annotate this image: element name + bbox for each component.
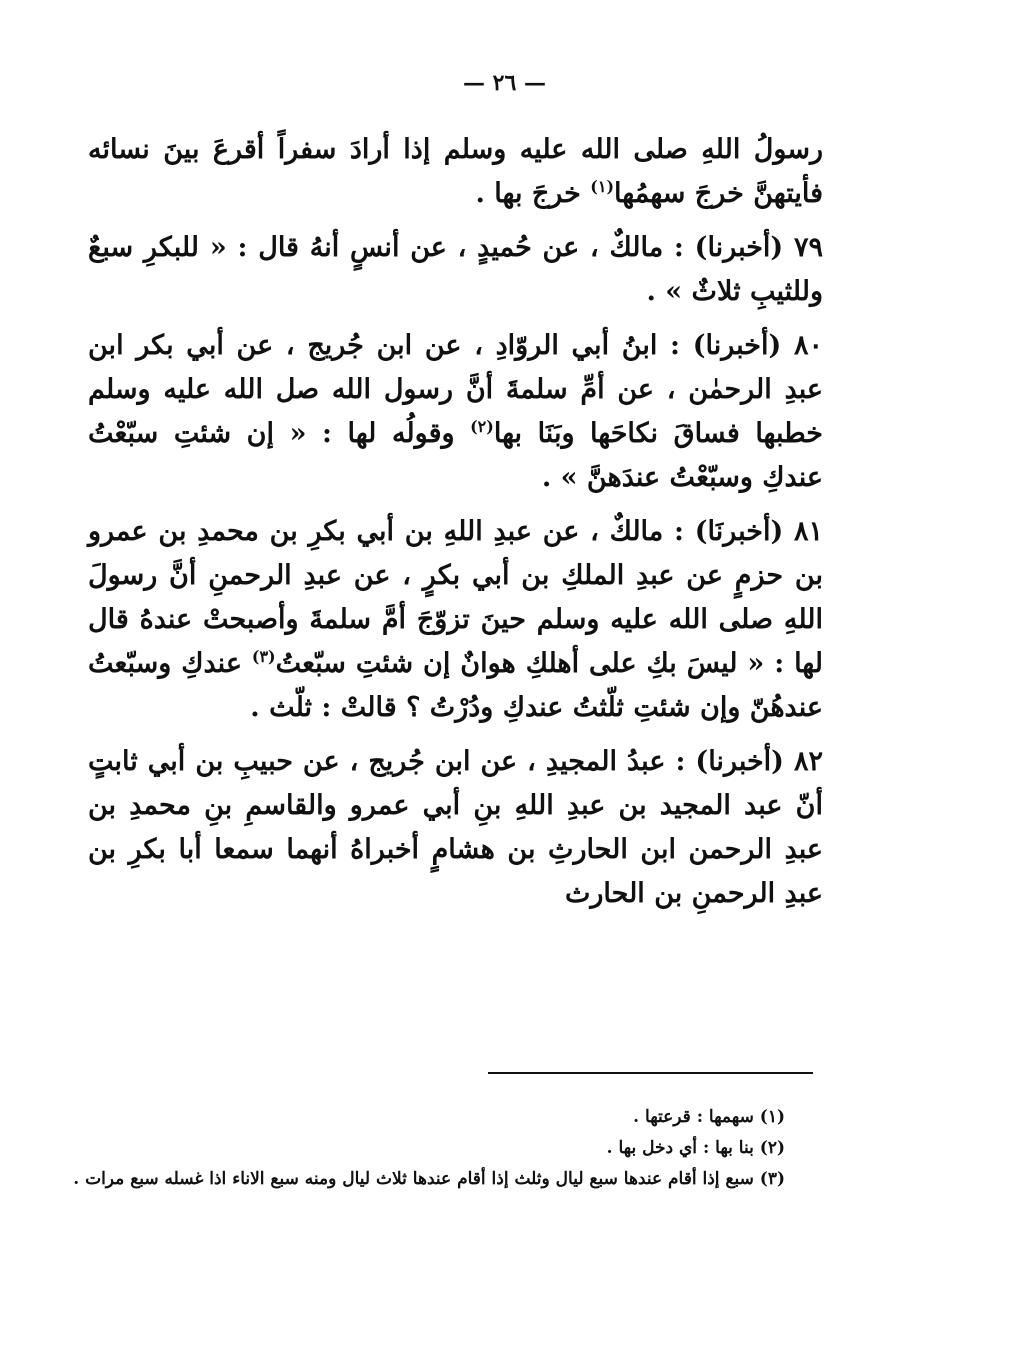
main-text — [88, 128, 823, 926]
page-number: — ٢٦ — — [463, 70, 546, 96]
paragraph-text: ٨٠ (أخبرنا) : ابنُ أبي الروّادِ ، عن ابن جُريج ، عن أبي بكر ابن عبدِ الرحمٰن ، عن أمِّ سلمةَ أنَّ رسول الله صل الله عليه وسلم خطبها فساقَ نكاحَها وبَنَا بها — [88, 330, 823, 449]
paragraph — [88, 740, 823, 916]
footnote: (٣) سبع إذا أقام عندها سبع ليال وثلث إذا أقام عندها ثلاث ليال ومنه سبع الاناء اذا غسله سبع مرات . — [73, 1169, 785, 1189]
paragraph — [88, 510, 823, 730]
footnotes — [60, 1102, 785, 1195]
paragraph-text: وقولُه لها : « إن شئتِ سبّعْتُ عندكِ وسبّعْتُ عندَهنَّ » . — [88, 418, 823, 493]
footnote-ref: (١) — [590, 177, 615, 196]
footnote-ref: (٣) — [251, 647, 276, 666]
paragraph-text: رسولُ اللهِ صلى الله عليه وسلم إذا أرادَ سفراً أقرعَ بينَ نسائه فأيتهنَّ خرجَ سهمُها — [88, 134, 823, 209]
footnote: (١) سهمها : قرعتها . — [633, 1107, 785, 1127]
footnote-divider — [488, 1072, 813, 1074]
paragraph-text: عندكِ وسبّعتُ عندهُنّ وإن شئتِ ثلّثتُ عندكِ ودُرْتُ ؟ قالتْ : ثلّث . — [88, 648, 823, 723]
paragraph — [88, 128, 823, 216]
paragraph-text: ٨١ (أخبرنَا) : مالكٌ ، عن عبدِ اللهِ بن أبي بكرِ بن محمدِ بن عمرو بن حزمٍ عن عبدِ الملكِ بن أبي بكرٍ ، عن عبدِ الرحمنِ أنَّ رسولَ اللهِ صلى الله عليه وسلم حينَ تزوّجَ أمَّ سلمةَ وأصبحتْ عندهُ قال لها : « ليسَ بكِ على أهلكِ هوانٌ إن شئتِ سبّعتُ — [88, 516, 823, 679]
paragraph — [88, 324, 823, 500]
footnote-ref: (٢) — [470, 417, 494, 436]
paragraph — [88, 226, 823, 314]
footnote: (٢) بنا بها : أي دخل بها . — [606, 1138, 785, 1158]
paragraph-text: ٧٩ (أخبرنا) : مالكٌ ، عن حُميدٍ ، عن أنسٍ أنهُ قال : « للبكرِ سبعٌ وللثيبِ ثلاثٌ » . — [88, 232, 823, 307]
paragraph-text: ٨٢ (أخبرنا) : عبدُ المجيدِ ، عن ابن جُريج ، عن حبيبِ بن أبي ثابتٍ أنّ عبد المجيد بن عبدِ اللهِ بنِ أبي عمرو والقاسمِ بنِ محمدِ بن عبدِ الرحمن ابن الحارثِ بن هشامٍ أخبراهُ أنهما سمعا أبا بكرِ بن عبدِ الرحمنِ بن الحارث — [88, 746, 823, 909]
paragraph-text: خرجَ بها . — [475, 178, 591, 209]
